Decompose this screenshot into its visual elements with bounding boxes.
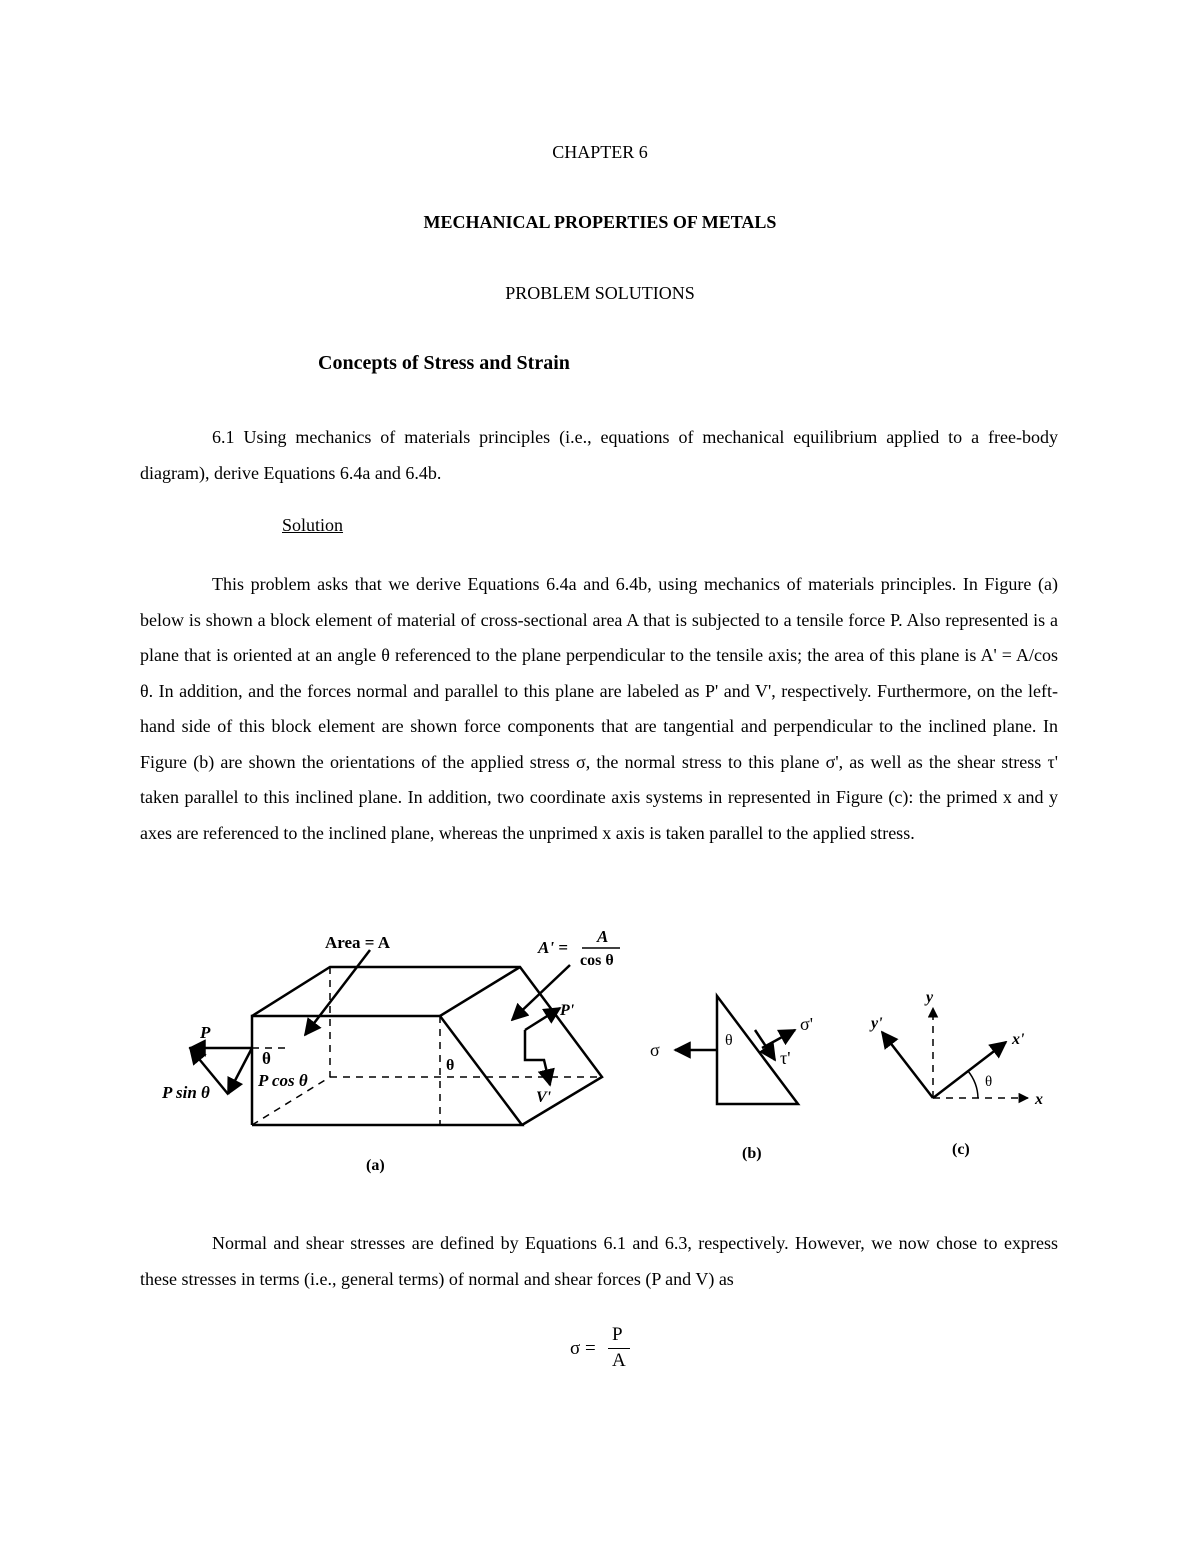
xprime-axis bbox=[933, 1042, 1006, 1098]
chapter-title: MECHANICAL PROPERTIES OF METALS bbox=[423, 212, 777, 232]
problem-statement: 6.1 Using mechanics of materials principles (i.e., equations of mechanical equilibrium applied to a free-body diagram), derive Equations 6.4a and 6.4b. bbox=[140, 427, 1058, 483]
equation-numerator: P bbox=[612, 1324, 623, 1345]
solution-paragraph-2: Normal and shear stresses are defined by Equations 6.1 and 6.3, respectively. However, we now chose to express these stresses in terms (i.e., general terms) of normal and shear forces (P and V) as bbox=[140, 1233, 1058, 1289]
area-arrow bbox=[305, 950, 370, 1035]
theta-label-left: θ bbox=[262, 1049, 271, 1068]
section-heading: Concepts of Stress and Strain bbox=[318, 352, 570, 374]
stress-diagram-figure bbox=[140, 920, 1060, 1180]
theta-label-b: θ bbox=[725, 1032, 733, 1049]
sigmaprime-label: σ' bbox=[800, 1014, 813, 1034]
equation-denominator: A bbox=[612, 1350, 626, 1371]
pcos-label: P cos θ bbox=[258, 1071, 308, 1090]
p-sin-arrow bbox=[228, 1048, 252, 1094]
figure-a-caption: (a) bbox=[366, 1157, 385, 1174]
yprime-label: y' bbox=[871, 1015, 883, 1032]
aprime-numerator: A bbox=[597, 927, 609, 946]
psin-label: P sin θ bbox=[162, 1083, 210, 1102]
y-label: y bbox=[926, 989, 934, 1006]
xprime-label: x' bbox=[1012, 1031, 1025, 1048]
tauprime-arrow bbox=[755, 1030, 775, 1060]
vprime-label: V' bbox=[536, 1089, 552, 1106]
p-label: P bbox=[200, 1023, 211, 1042]
chapter-subtitle: PROBLEM SOLUTIONS bbox=[505, 283, 695, 303]
equation-lhs: σ = bbox=[570, 1338, 596, 1359]
solution-paragraph-1: This problem asks that we derive Equations 6.4a and 6.4b, using mechanics of materials principles. In Figure (a) below is shown a block element of material of cross-sectional area A that is subjected to a tensile force P. Also represented is a plane that is oriented at an angle θ referenced to the plane perpendicular to the tensile axis; the area of this plane is A' = A/cos θ. In addition, and the forces normal and parallel to this plane are labeled as P' and V', respectively. Furthermore, on the left-hand side of this block element are shown force components that are tangential and perpendicular to the inclined plane. In Figure (b) are shown the orientations of the applied stress σ, the normal stress to this plane σ', as well as the shear stress τ' taken parallel to this inclined plane. In addition, two coordinate axis systems in represented in Figure (c): the primed x and y axes are referenced to the inclined plane, whereas the unprimed x axis is taken parallel to the applied stress. bbox=[140, 574, 1058, 843]
yprime-axis bbox=[882, 1032, 933, 1098]
area-label: Area = A bbox=[325, 933, 391, 952]
aprime-denominator: cos θ bbox=[580, 952, 614, 969]
tauprime-label: τ' bbox=[780, 1048, 791, 1068]
chapter-heading: CHAPTER 6 bbox=[552, 142, 648, 162]
equation-fraction-bar bbox=[608, 1348, 630, 1349]
figure-c-axes bbox=[882, 1008, 1028, 1098]
figure-b-caption: (b) bbox=[742, 1145, 762, 1162]
figure-c-caption: (c) bbox=[952, 1141, 970, 1158]
sigmaprime-arrow bbox=[762, 1030, 795, 1048]
theta-label-c: θ bbox=[985, 1074, 993, 1090]
theta-label-mid: θ bbox=[446, 1057, 455, 1074]
theta-arc-c bbox=[968, 1071, 978, 1098]
pprime-arrow bbox=[525, 1008, 560, 1030]
x-label: x bbox=[1035, 1091, 1043, 1108]
stress-equation bbox=[560, 1322, 680, 1382]
sigma-label: σ bbox=[650, 1040, 660, 1060]
solution-label: Solution bbox=[282, 515, 344, 535]
aprime-label: A' = bbox=[538, 938, 568, 957]
pprime-label: P' bbox=[560, 1002, 575, 1019]
